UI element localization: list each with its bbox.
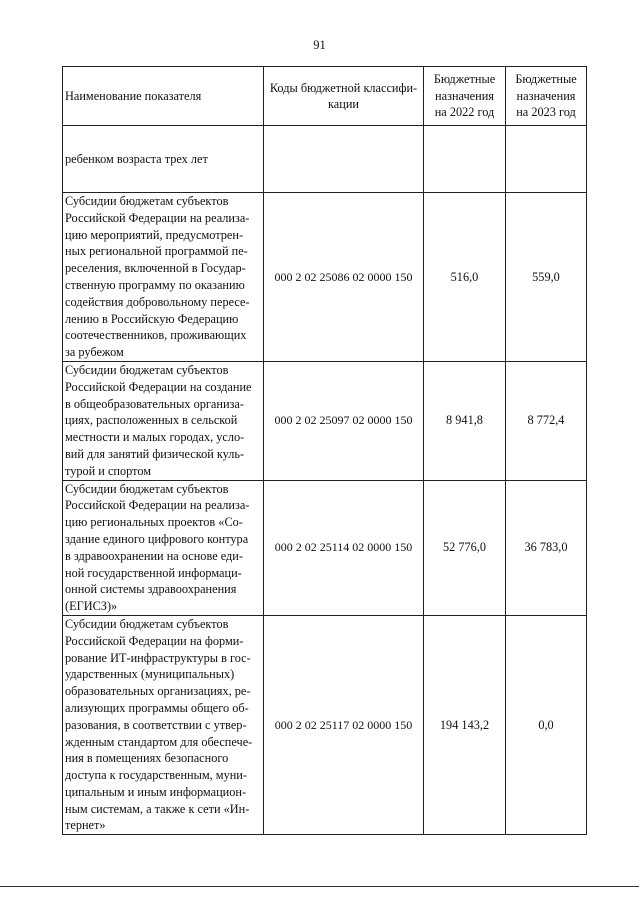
budget-2022-cell: 516,0 [424,193,506,362]
indicator-name-cell [63,361,264,480]
indicator-name-line: рование ИТ-инфраструктуры в гос- [65,650,251,665]
indicator-name-line: ализующих программы общего об- [65,700,249,715]
indicator-name-line: в здравоохранении на основе еди- [65,548,243,563]
header-text-line: назначения [435,88,494,103]
table-row [63,193,587,362]
indicator-name-line: реселения, включенной в Государ- [65,261,246,276]
page-number: 91 [313,38,326,52]
indicator-name-line: местности и малых городах, усло- [65,430,245,445]
indicator-name-line: доступа к государственным, муни- [65,768,247,783]
budget-2023-cell: 0,0 [506,615,587,834]
indicator-name-line: цию региональных проектов «Со- [65,515,243,530]
table-row [63,361,587,480]
indicator-name-cell [63,615,264,834]
budget-2023-cell: 36 783,0 [506,480,587,615]
budget-2023-cell: 8 772,4 [506,361,587,480]
indicator-name-line: циях, расположенных в сельской [65,413,238,428]
indicator-name-line: ударственных (муниципальных) [65,667,235,682]
indicator-name-line: ной государственной информаци- [65,565,242,580]
header-indicator-name: Наименование показателя [63,67,264,126]
budget-2023-cell: 559,0 [506,193,587,362]
indicator-name-line: за рубежом [65,345,124,360]
classification-code-cell: 000 2 02 25117 02 0000 150 [264,615,424,834]
indicator-name-line: Российской Федерации на реализа- [65,498,250,513]
table-header-row [63,67,587,126]
header-text-line: Коды бюджетной классифи- [269,81,418,95]
indicator-name-line: здание единого цифрового контура [65,531,249,546]
indicator-name-line: ния в помещениях безопасного [65,751,229,766]
indicator-name-line: ственную программу по оказанию [65,277,245,292]
page-bottom-rule [0,886,639,887]
budget-table [62,66,587,835]
header-text-line: на 2023 год [516,105,576,120]
indicator-name-line: Субсидии бюджетам субъектов [65,362,229,377]
indicator-name-line: разования, в соответствии с утвер- [65,717,247,732]
indicator-name-line: тернет» [65,818,106,833]
classification-code-cell: 000 2 02 25114 02 0000 150 [264,480,424,615]
header-text-line: кации [328,97,359,111]
table-row [63,480,587,615]
header-budget-2023 [506,67,587,126]
budget-2023-cell [506,126,587,193]
budget-2022-cell [424,126,506,193]
indicator-name-line: ным системам, а также к сети «Ин- [65,801,250,816]
budget-2022-cell: 194 143,2 [424,615,506,834]
budget-2022-cell: 52 776,0 [424,480,506,615]
indicator-name-line: соотечественников, проживающих [65,328,247,343]
header-budget-2022 [424,67,506,126]
indicator-name-line: вий для занятий физической куль- [65,446,245,461]
header-text-line: Бюджетные [515,72,577,87]
indicator-name-line: турой и спортом [65,463,152,478]
indicator-name-line: Российской Федерации на реализа- [65,210,250,225]
indicator-name-line: ных региональной программой пе- [65,244,248,259]
indicator-name-cell [63,193,264,362]
indicator-name-line: ребенком возраста трех лет [65,151,208,166]
indicator-name-line: в общеобразовательных организа- [65,396,244,411]
indicator-name-line: онной системы здравоохранения [65,582,237,597]
classification-code-cell [264,126,424,193]
header-text-line: на 2022 год [434,105,495,120]
indicator-name-line: (ЕГИСЗ)» [65,599,118,614]
table-row [63,126,587,193]
classification-code-cell: 000 2 02 25086 02 0000 150 [264,193,424,362]
indicator-name-line: образовательных организациях, ре- [65,684,251,699]
indicator-name-line: Российской Федерации на создание [65,379,252,394]
indicator-name-line: жденным стандартом для обеспече- [65,734,253,749]
indicator-name-cell [63,126,264,193]
classification-code-cell: 000 2 02 25097 02 0000 150 [264,361,424,480]
indicator-name-line: содействия добровольному пересе- [65,294,250,309]
indicator-name-cell [63,480,264,615]
header-text-line: Бюджетные [433,72,496,87]
indicator-name-line: ципальным и иным информацион- [65,784,247,799]
indicator-name-line: Субсидии бюджетам субъектов [65,616,229,631]
indicator-name-line: Субсидии бюджетам субъектов [65,481,229,496]
indicator-name-line: лению в Российскую Федерацию [65,311,239,326]
indicator-name-line: цию мероприятий, предусмотрен- [65,227,244,242]
budget-2022-cell: 8 941,8 [424,361,506,480]
indicator-name-line: Субсидии бюджетам субъектов [65,194,229,208]
indicator-name-line: Российской Федерации на форми- [65,633,244,648]
header-classification-codes [264,67,424,126]
table-row [63,615,587,834]
header-text-line: назначения [516,88,576,103]
